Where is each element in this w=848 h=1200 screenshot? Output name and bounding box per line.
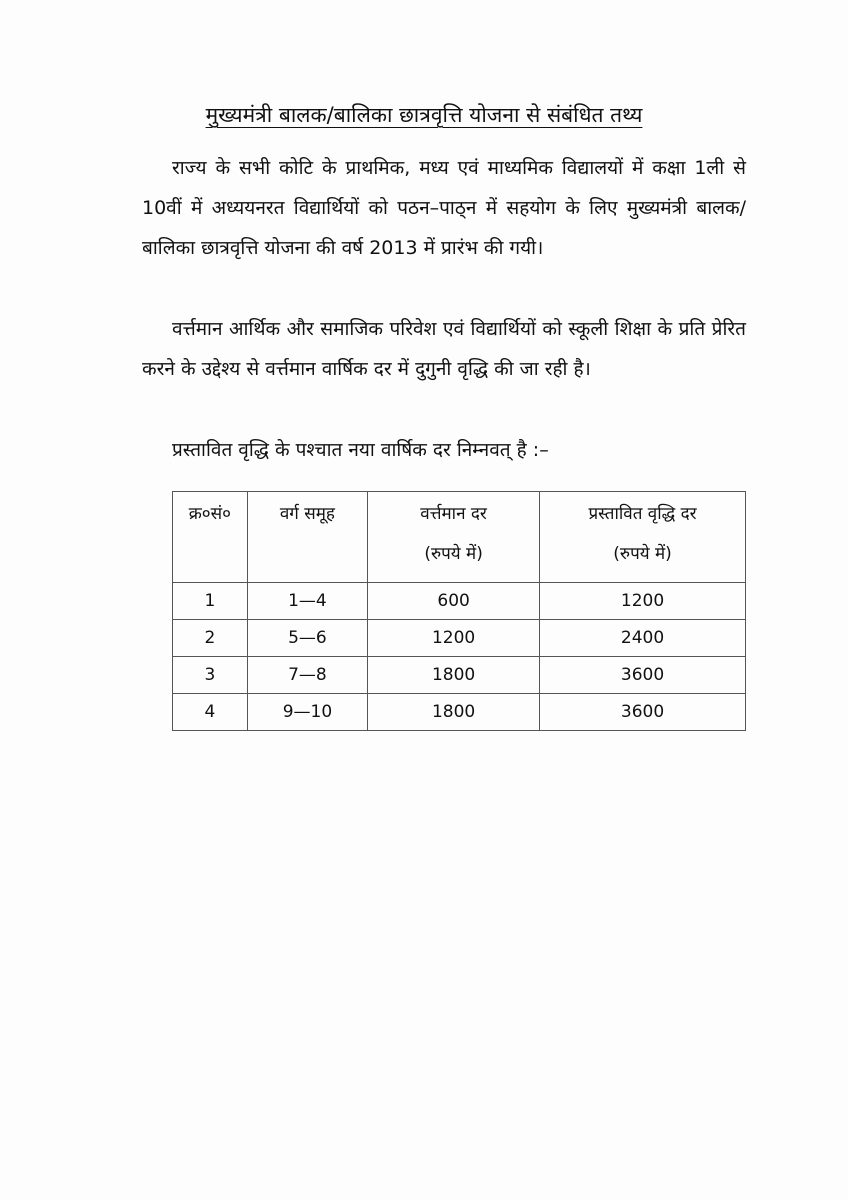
document-title: मुख्यमंत्री बालक/बालिका छात्रवृत्ति योजना से संबंधित तथ्य	[205, 103, 643, 127]
cell-group: 7—8	[247, 657, 367, 694]
table-header-row	[173, 492, 746, 583]
paragraph-scheme-intro: राज्य के सभी कोटि के प्राथमिक, मध्य एवं माध्यमिक विद्यालयों में कक्षा 1ली से 10वीं में अध्ययनरत विद्यार्थियों को पठन–पाठ्न में सहयोग के लिए मुख्यमंत्री बालक/बालिका छात्रवृत्ति योजना की वर्ष 2013 में प्रारंभ की गयी।	[142, 157, 746, 259]
table-row	[173, 657, 746, 694]
table-row	[173, 583, 746, 620]
header-serial-label: क्र०सं०	[188, 504, 231, 524]
scholarship-rate-table	[172, 491, 746, 731]
cell-current-rate: 1800	[368, 694, 540, 731]
header-current-rate-unit: (रुपये में)	[424, 544, 483, 564]
cell-proposed-rate: 1200	[540, 583, 746, 620]
cell-serial: 1	[173, 583, 248, 620]
table-row	[173, 694, 746, 731]
header-proposed-rate-label: प्रस्तावित वृद्धि दर	[588, 504, 697, 524]
cell-group: 9—10	[247, 694, 367, 731]
cell-group: 5—6	[247, 620, 367, 657]
header-group	[247, 492, 367, 583]
cell-current-rate: 1200	[368, 620, 540, 657]
header-proposed-rate	[540, 492, 746, 583]
cell-proposed-rate: 3600	[540, 657, 746, 694]
cell-current-rate: 600	[368, 583, 540, 620]
cell-current-rate: 1800	[368, 657, 540, 694]
cell-proposed-rate: 2400	[540, 620, 746, 657]
header-current-rate	[368, 492, 540, 583]
cell-proposed-rate: 3600	[540, 694, 746, 731]
cell-serial: 3	[173, 657, 248, 694]
header-proposed-rate-unit: (रुपये में)	[613, 544, 672, 564]
header-group-label: वर्ग समूह	[279, 504, 335, 524]
cell-group: 1—4	[247, 583, 367, 620]
header-serial	[173, 492, 248, 583]
paragraph-rate-increase: वर्त्तमान आर्थिक और समाजिक परिवेश एवं विद्यार्थियों को स्कूली शिक्षा के प्रति प्रेरित करने के उद्देश्य से वर्त्तमान वार्षिक दर में दुगुनी वृद्धि की जा रही है।	[142, 318, 746, 380]
table-row	[173, 620, 746, 657]
cell-serial: 4	[173, 694, 248, 731]
cell-serial: 2	[173, 620, 248, 657]
paragraph-new-rate-lead: प्रस्तावित वृद्धि के पश्चात नया वार्षिक दर निम्नवत् है :–	[172, 439, 549, 461]
header-current-rate-label: वर्त्तमान दर	[420, 504, 487, 524]
